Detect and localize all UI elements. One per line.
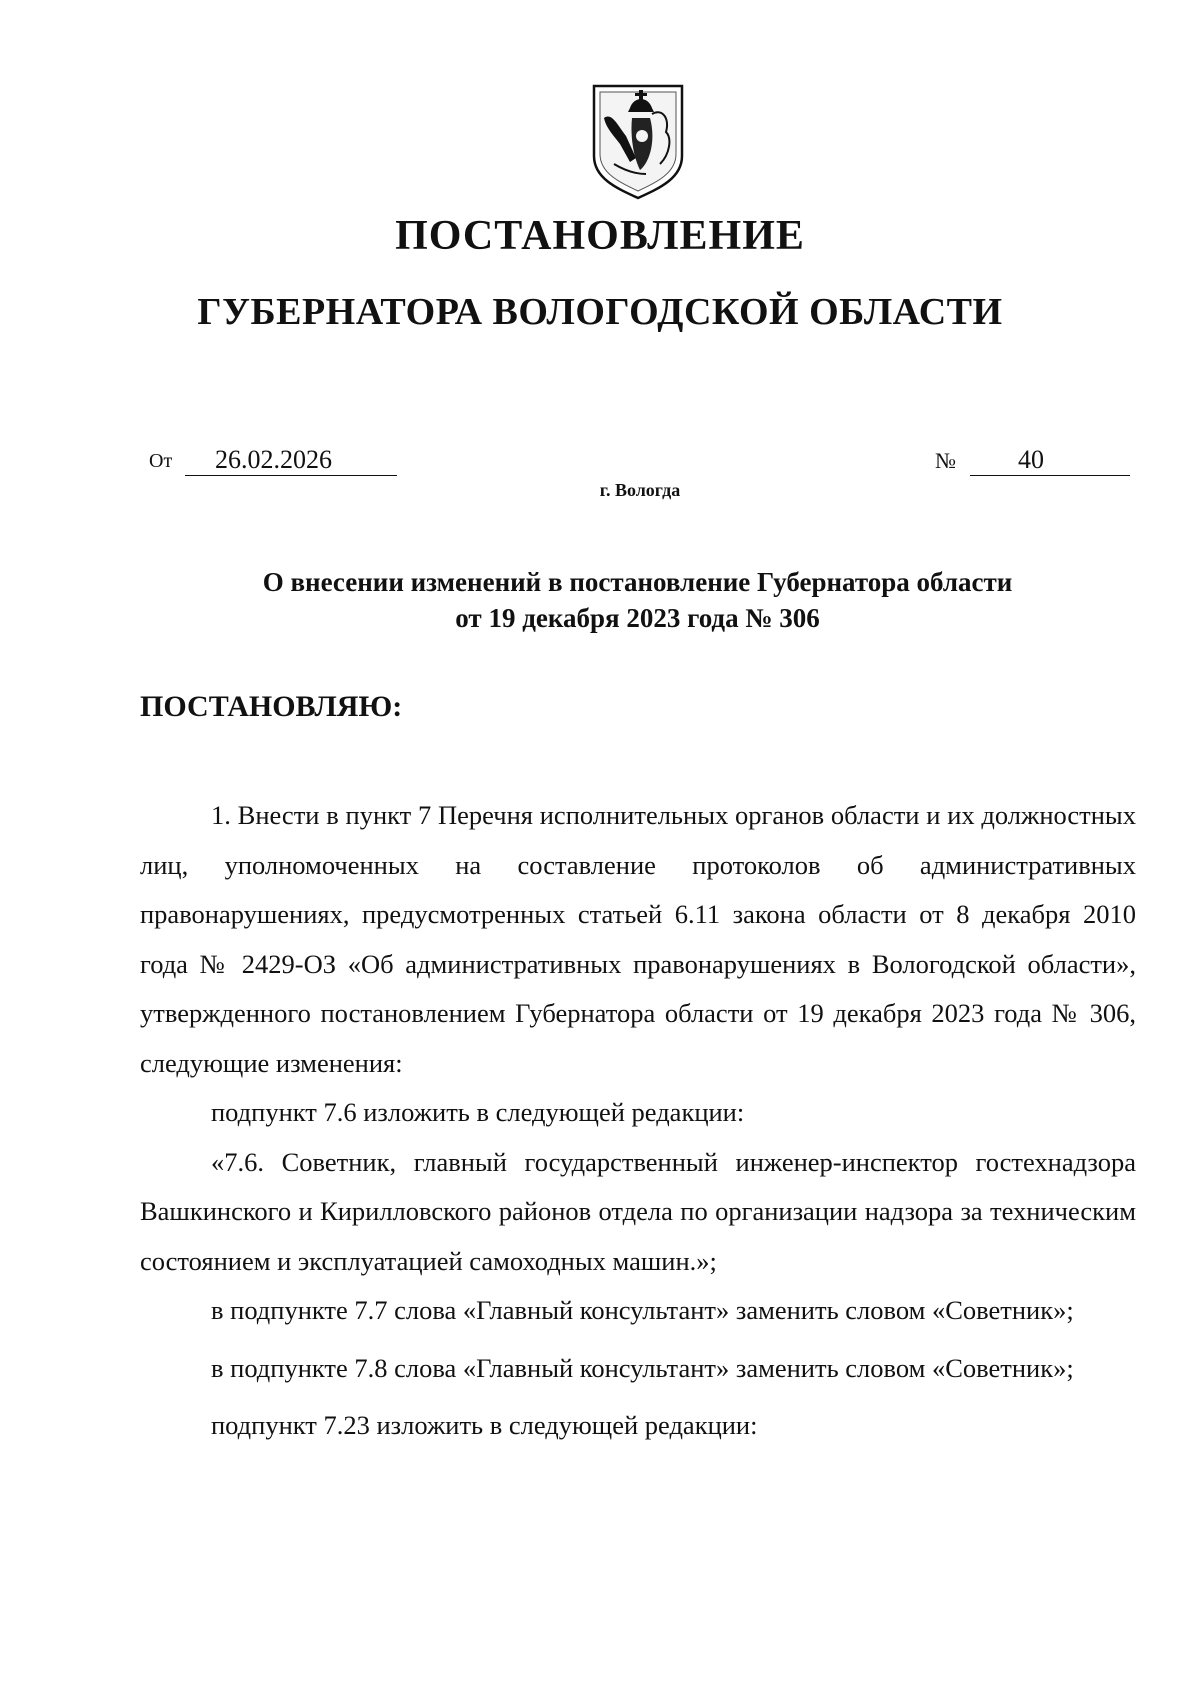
document-subject bbox=[0, 564, 1200, 636]
paragraph-subitem-7-7: в подпункте 7.7 слова «Главный консультант» заменить словом «Советник»; bbox=[211, 1295, 1074, 1325]
number-label: № bbox=[935, 448, 956, 473]
document-number: 40 bbox=[970, 445, 1130, 476]
paragraph-item-1: 1. Внести в пункт 7 Перечня исполнительных органов области и их должностных лиц, уполномоченных на составление протоколов об административных правонарушениях, предусмотренных статьей 6.11 закона области от 8 декабря 2010 года № 2429-ОЗ «Об административных правонарушениях в Вологодской области», утвержденного постановлением Губернатора области от 19 декабря 2023 года № 306, следующие изменения: bbox=[140, 800, 1136, 1078]
city-name: г. Вологда bbox=[599, 480, 681, 500]
subject-line-2: от 19 декабря 2023 года № 306 bbox=[455, 603, 820, 633]
date-label: От bbox=[149, 450, 173, 472]
document-body bbox=[140, 791, 1136, 1451]
paragraph-subitem-7-23-intro: подпункт 7.23 изложить в следующей редакции: bbox=[211, 1410, 758, 1440]
paragraph-subitem-7-6-text: «7.6. Советник, главный государственный инженер-инспектор гостехнадзора Вашкинского и Кирилловского районов отдела по организации надзора за техническим состоянием и эксплуатацией самоходных машин.»; bbox=[140, 1146, 1136, 1276]
document-type-title: ПОСТАНОВЛЕНИЕ bbox=[395, 213, 805, 259]
decree-heading: ПОСТАНОВЛЯЮ: bbox=[140, 690, 403, 723]
issuer-title: ГУБЕРНАТОРА ВОЛОГОДСКОЙ ОБЛАСТИ bbox=[197, 291, 1003, 333]
subject-line-1: О внесении изменений в постановление Губернатора области bbox=[262, 567, 1013, 597]
document-date: 26.02.2026 bbox=[185, 445, 397, 476]
coat-of-arms-icon bbox=[590, 78, 686, 200]
paragraph-subitem-7-8: в подпункте 7.8 слова «Главный консультант» заменить словом «Советник»; bbox=[211, 1352, 1074, 1383]
paragraph-subitem-7-6-intro: подпункт 7.6 изложить в следующей редакции: bbox=[211, 1097, 745, 1127]
